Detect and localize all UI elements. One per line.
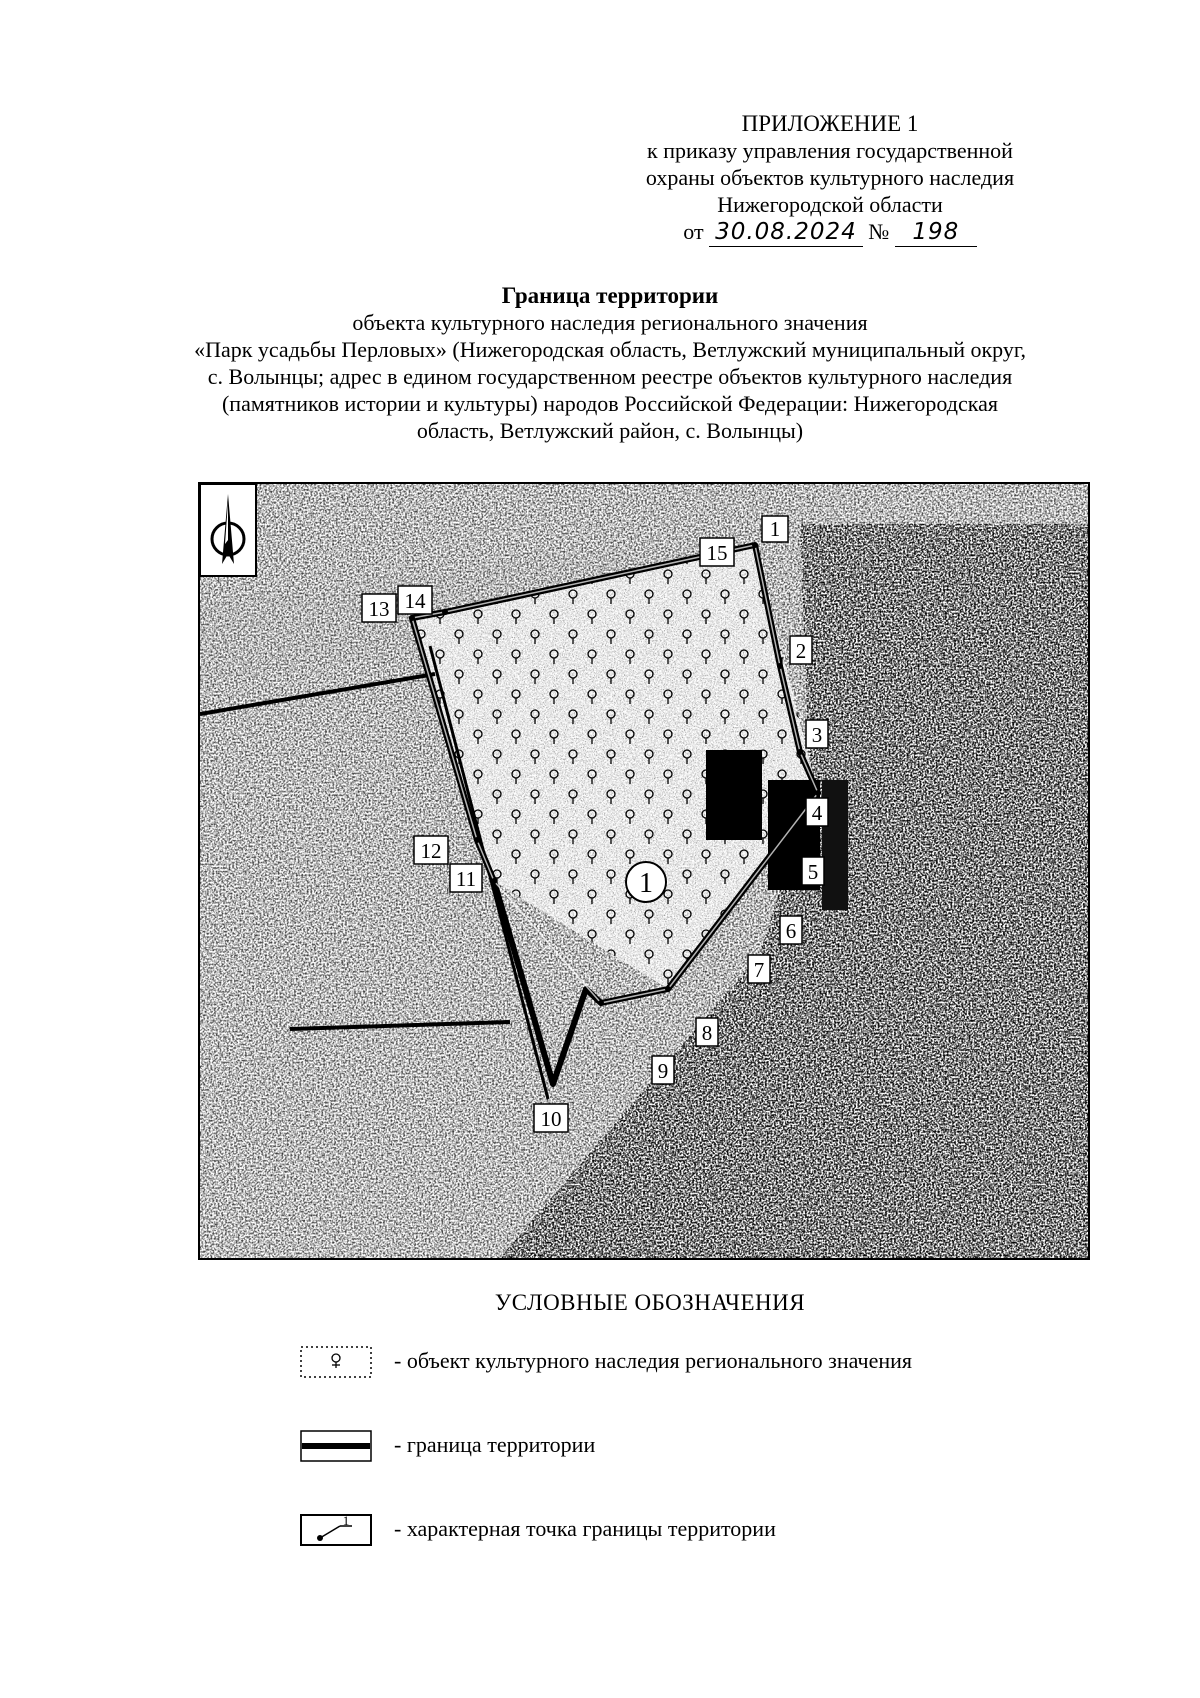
order-number: 198 — [895, 219, 977, 247]
title-line-5: область, Ветлужский район, с. Волынцы) — [416, 418, 804, 443]
boundary-map — [198, 482, 1090, 1260]
legend-label: - граница территории — [394, 1432, 596, 1457]
tree-icon — [300, 1346, 372, 1378]
point-label-text: 1 — [769, 517, 781, 541]
legend-label: - характерная точка границы территории — [394, 1516, 776, 1541]
header-line-1: к приказу управления государственной — [647, 138, 1013, 163]
legend-title: УСЛОВНЫЕ ОБОЗНАЧЕНИЯ — [494, 1290, 806, 1315]
point-label-text: 8 — [701, 1021, 713, 1045]
point-label-text: 7 — [753, 958, 765, 982]
point-label — [398, 586, 432, 614]
point-label-text: 6 — [785, 919, 797, 943]
point-label — [414, 836, 448, 864]
title-line-2: «Парк усадьбы Перловых» (Нижегородская область, Ветлужский муниципальный округ, — [194, 337, 1026, 362]
point-label — [780, 916, 802, 944]
point-label — [802, 857, 824, 885]
from-label: от — [683, 219, 704, 244]
point-label-text: 3 — [811, 723, 823, 747]
point-label-text: 14 — [404, 589, 426, 613]
point-label — [748, 955, 770, 983]
header-line-3: Нижегородской области — [717, 192, 943, 217]
order-date: 30.08.2024 — [709, 219, 863, 247]
point-label-text: 12 — [420, 839, 442, 863]
point-label — [652, 1056, 674, 1084]
title-line-3: с. Волынцы; адрес в едином государственном реестре объектов культурного наследия — [207, 364, 1013, 389]
point-label — [450, 864, 482, 892]
point-label-text: 10 — [540, 1107, 562, 1131]
document-header — [590, 110, 1070, 247]
point-label — [362, 594, 396, 622]
zone-label: 1 — [639, 868, 653, 899]
point-label-text: 13 — [368, 597, 390, 621]
point-label-text: 2 — [795, 639, 807, 663]
point-label — [534, 1104, 568, 1132]
legend-label: - объект культурного наследия регионального значения — [394, 1348, 913, 1373]
point-label-text: 11 — [455, 867, 477, 891]
order-date-line — [590, 218, 1070, 247]
boundary-line-icon — [300, 1430, 372, 1462]
boundary-point-icon — [300, 1514, 372, 1546]
point-label-text: 4 — [811, 801, 823, 825]
map-svg — [200, 484, 1088, 1258]
point-label — [806, 720, 828, 748]
point-label-text: 5 — [807, 860, 819, 884]
point-label — [696, 1018, 718, 1046]
point-label — [762, 516, 788, 542]
north-arrow-icon — [200, 484, 256, 576]
appendix-title: ПРИЛОЖЕНИЕ 1 — [741, 111, 919, 136]
title-heading: Граница территории — [501, 283, 719, 308]
title-line-4: (памятников истории и культуры) народов Российской Федерации: Нижегородская — [221, 391, 998, 416]
number-label: № — [868, 219, 890, 244]
zone-marker — [626, 862, 666, 902]
point-label-text: 9 — [657, 1059, 669, 1083]
point-label — [790, 636, 812, 664]
building — [706, 750, 762, 840]
point-label — [700, 538, 734, 566]
title-line-1: объекта культурного наследия регионального значения — [352, 310, 868, 335]
legend-point-number: 1 — [342, 1514, 350, 1528]
point-label — [806, 798, 828, 826]
header-line-2: охраны объектов культурного наследия — [645, 165, 1015, 190]
document-title — [150, 282, 1070, 444]
point-label-text: 15 — [706, 541, 728, 565]
